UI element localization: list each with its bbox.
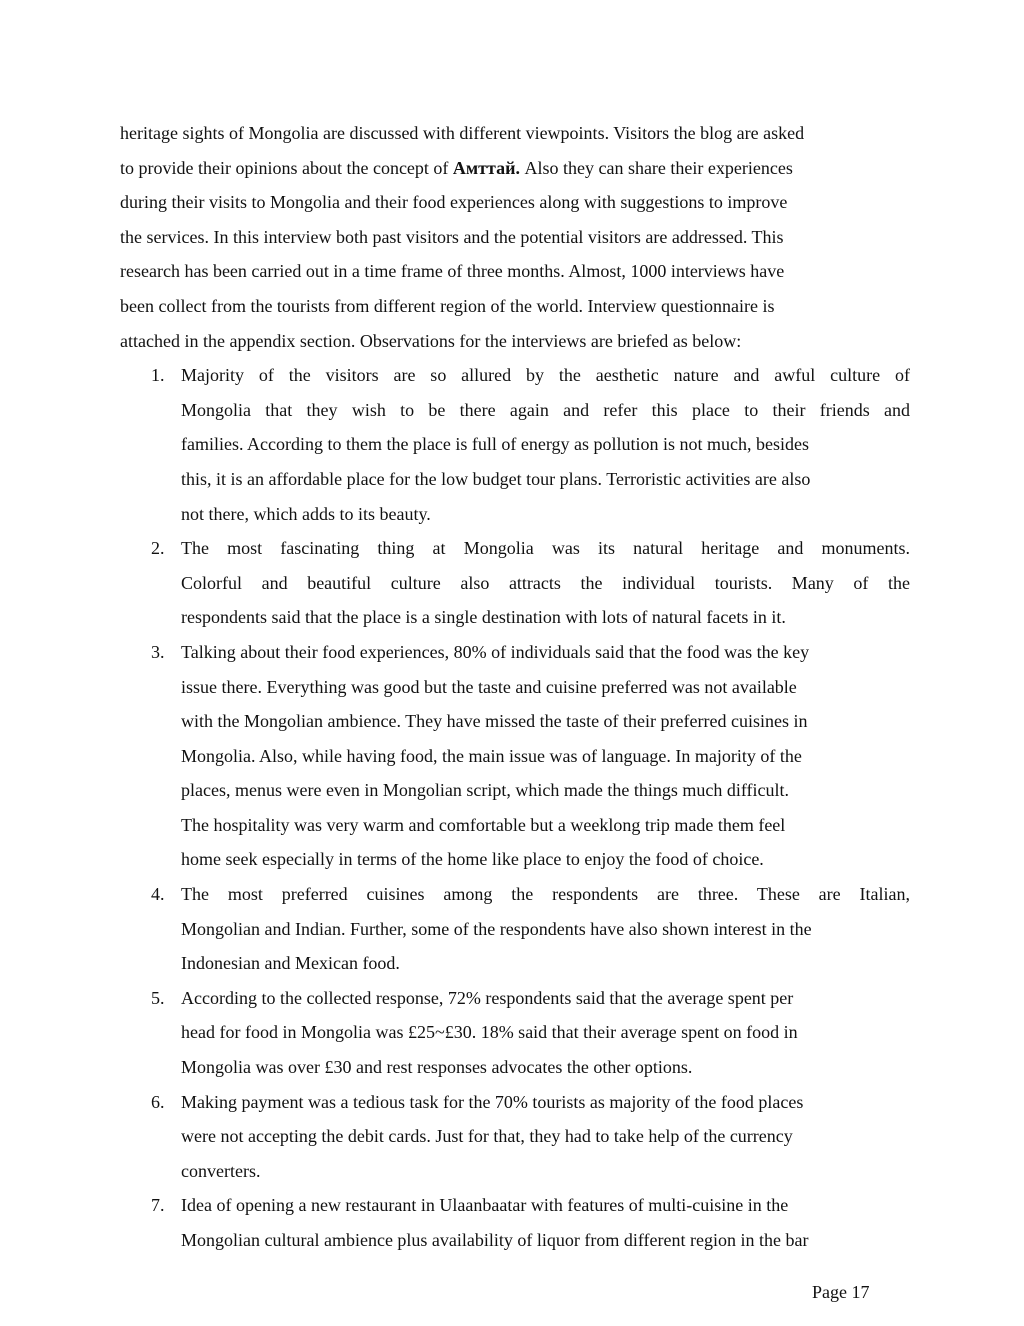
list-line: The most preferred cuisines among the respondents are three. These are Italian, [181, 884, 910, 905]
list-item [120, 877, 910, 981]
list-number: 1. [151, 365, 165, 386]
list-line: families. According to them the place is full of energy as pollution is not much, besides [181, 434, 810, 455]
list-line: Mongolian and Indian. Further, some of the respondents have also shown interest in the [181, 918, 812, 939]
bold-term: Амттай. [452, 157, 520, 178]
list-line: this, it is an affordable place for the low budget tour plans. Terroristic activities are also [181, 468, 811, 489]
list-line: home seek especially in terms of the home like place to enjoy the food of choice. [181, 849, 764, 870]
list-line: not there, which adds to its beauty. [181, 503, 431, 524]
list-line: respondents said that the place is a single destination with lots of natural facets in it. [181, 607, 786, 628]
list-item [120, 635, 910, 877]
intro-paragraph [120, 116, 910, 358]
intro-line: been collect from the tourists from different region of the world. Interview questionnaire is [120, 295, 775, 316]
observations-list [120, 358, 910, 1257]
list-line: Majority of the visitors are so allured by the aesthetic nature and awful culture of [181, 365, 910, 386]
intro-line: during their visits to Mongolia and their food experiences along with suggestions to improve [120, 192, 788, 213]
intro-text: to provide their opinions about the concept of [120, 157, 453, 178]
list-line: Idea of opening a new restaurant in Ulaanbaatar with features of multi-cuisine in the [181, 1195, 789, 1216]
list-line: Talking about their food experiences, 80% of individuals said that the food was the key [181, 641, 810, 662]
page-number: Page 17 [812, 1282, 870, 1302]
list-line: Mongolian cultural ambience plus availability of liquor from different region in the bar [181, 1230, 809, 1250]
list-line: The most fascinating thing at Mongolia was its natural heritage and monuments. [181, 538, 910, 559]
list-line: Colorful and beautiful culture also attracts the individual tourists. Many of the [181, 572, 910, 593]
list-line: According to the collected response, 72% respondents said that the average spent per [181, 987, 794, 1008]
list-line: with the Mongolian ambience. They have missed the taste of their preferred cuisines in [181, 711, 808, 732]
intro-text: Also they can share their experiences [519, 157, 793, 178]
intro-line [120, 151, 910, 186]
list-line: places, menus were even in Mongolian script, which made the things much difficult. [181, 780, 790, 801]
list-line: Making payment was a tedious task for the 70% tourists as majority of the food places [181, 1091, 804, 1112]
intro-line: the services. In this interview both past visitors and the potential visitors are addressed. This [120, 226, 784, 247]
list-line: issue there. Everything was good but the taste and cuisine preferred was not available [181, 676, 797, 697]
list-item [120, 1085, 910, 1189]
list-line: Mongolia that they wish to be there again and refer this place to their friends and [181, 399, 910, 420]
list-number: 7. [151, 1195, 165, 1216]
list-item [120, 531, 910, 635]
list-line: head for food in Mongolia was £25~£30. 18% said that their average spent on food in [181, 1022, 798, 1043]
list-number: 4. [151, 884, 165, 905]
intro-line: attached in the appendix section. Observations for the interviews are briefed as below: [120, 330, 742, 351]
list-line: were not accepting the debit cards. Just for that, they had to take help of the currency [181, 1126, 793, 1147]
list-number: 2. [151, 538, 165, 559]
intro-line: heritage sights of Mongolia are discussed with different viewpoints. Visitors the blog are asked [120, 123, 805, 143]
list-line: converters. [181, 1160, 261, 1181]
list-item [120, 358, 910, 531]
list-line: Indonesian and Mexican food. [181, 953, 400, 974]
list-number: 3. [151, 641, 165, 662]
list-item [120, 981, 910, 1085]
intro-line: research has been carried out in a time frame of three months. Almost, 1000 interviews have [120, 261, 785, 282]
list-line: Mongolia was over £30 and rest responses advocates the other options. [181, 1057, 693, 1078]
list-number: 5. [151, 987, 165, 1008]
body-text [120, 116, 910, 1258]
list-item [120, 1188, 910, 1257]
list-number: 6. [151, 1091, 165, 1112]
list-line: Mongolia. Also, while having food, the main issue was of language. In majority of the [181, 745, 802, 766]
list-line: The hospitality was very warm and comfortable but a weeklong trip made them feel [181, 814, 786, 835]
